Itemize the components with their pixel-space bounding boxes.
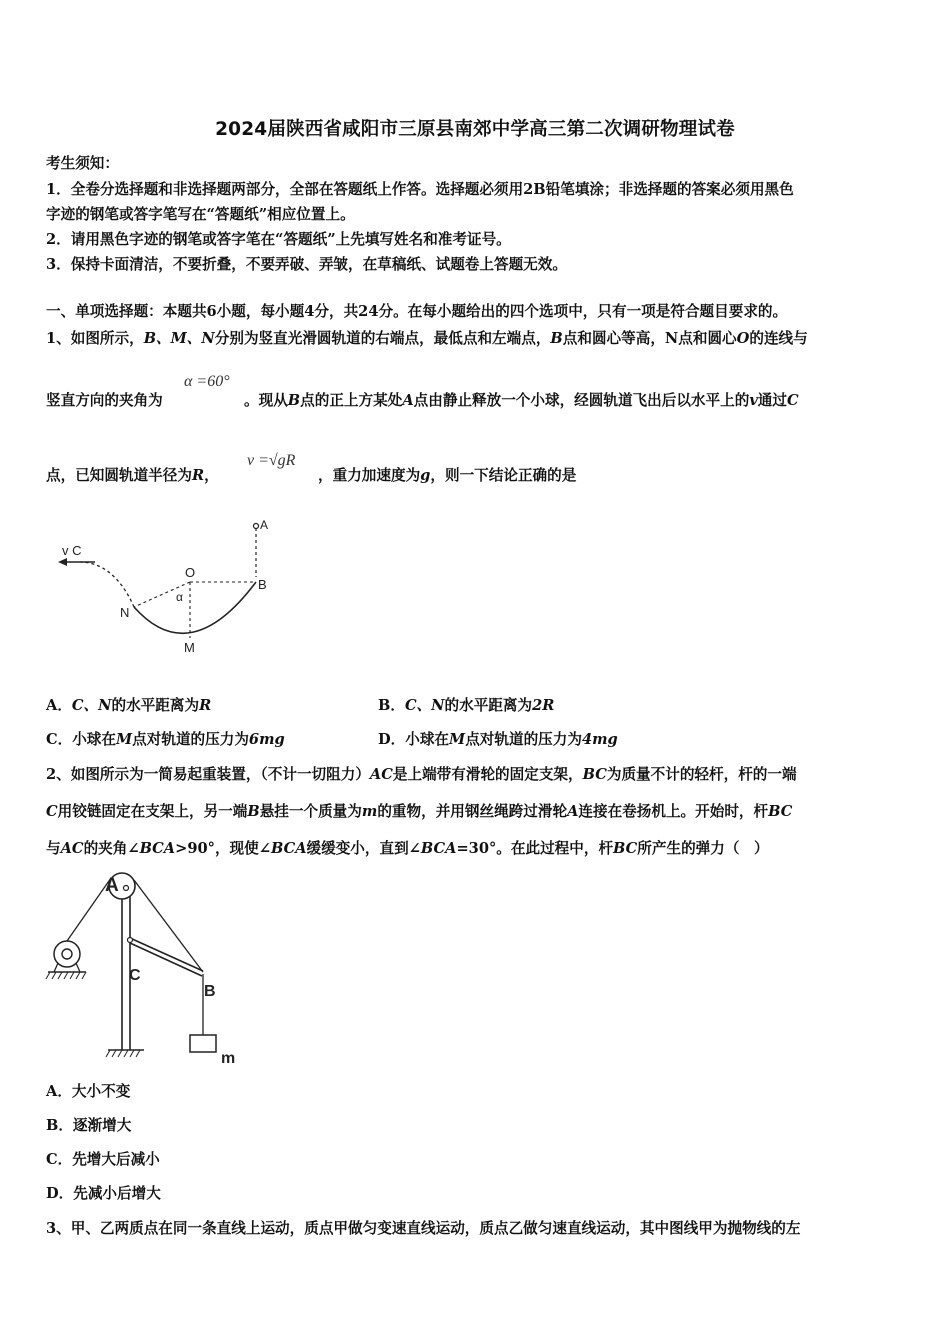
speed-formula: v =√gR [247,452,296,469]
q1-line-2: 竖直方向的夹角为 [46,392,163,409]
notice-item-2: 2．请用黑色字迹的钢笔或答字笔在“答题纸”上先填写姓名和准考证号。 [46,231,511,248]
label-c: C [129,967,141,984]
notice-item-1b: 字迹的钢笔或答字笔写在“答题纸”相应位置上。 [46,206,355,223]
label-vc: v C [62,543,82,558]
notice-item-1a: 1．全卷分选择题和非选择题两部分，全部在答题纸上作答。选择题必须用2B铅笔填涂；非选择题的答案必须用黑色 [46,181,794,198]
q1-line-1: 1、如图所示，B、M、N分别为竖直光滑圆轨道的右端点，最低点和左端点，B点和圆心等高，N点和圆心O的连线与 [46,330,808,347]
q1-option-d[interactable]: D．小球在M点对轨道的压力为4mg [378,731,618,748]
q2-option-b[interactable]: B．逐渐增大 [46,1117,132,1134]
q1-option-a[interactable]: A．C、N的水平距离为R [46,697,212,714]
arrow-head-icon [58,558,67,566]
notice-item-3: 3．保持卡面清洁，不要折叠，不要弄破、弄皱，在草稿纸、试题卷上答题无效。 [46,256,567,273]
rope-load [134,880,203,972]
ball-a-icon [254,524,259,529]
label-n: N [120,605,130,620]
trajectory-path [80,562,134,607]
q1-track-figure [50,515,280,660]
label-alpha: α [176,590,183,604]
q1-line-3: 点，已知圆轨道半径为R， [46,467,219,484]
label-a: A [105,875,119,896]
q3-line-1: 3、甲、乙两质点在同一条直线上运动，质点甲做匀变速直线运动，质点乙做匀速直线运动，其中图线甲为抛物线的左 [46,1220,801,1237]
q1-line-3b: ，重力加速度为g，则一下结论正确的是 [318,467,577,484]
label-o: O [185,565,196,580]
q2-line-1: 2、如图所示为一简易起重装置，（不计一切阻力）AC是上端带有滑轮的固定支架，BC为质量不计的轻杆，杆的一端 [46,766,797,783]
q1-line-2b: 。现从B点的正上方某处A点由静止释放一个小球，经圆轨道飞出后以水平上的v通过C [244,392,799,409]
rope-winch [67,878,111,941]
rod-bc [130,938,203,971]
label-m: m [221,1050,236,1067]
q2-crane-figure [44,868,254,1068]
q2-line-3: 与AC的夹角∠BCA>90°，现使∠BCA缓缓变小，直到∠BCA=30°。在此过程中，杆BC所产生的弹力（ ） [46,840,769,857]
page-title: 2024届陕西省咸阳市三原县南郊中学高三第二次调研物理试卷 [215,119,735,140]
q2-option-d[interactable]: D．先减小后增大 [46,1185,161,1202]
q2-option-c[interactable]: C．先增大后减小 [46,1151,160,1168]
hinge-c-icon [128,938,133,943]
q2-option-a[interactable]: A．大小不变 [46,1083,131,1100]
q2-line-2: C用铰链固定在支架上，另一端B悬挂一个质量为m的重物，并用钢丝绳跨过滑轮A连接在卷扬机上。开始时，杆BC [46,803,793,820]
q1-option-c[interactable]: C．小球在M点对轨道的压力为6mg [46,731,285,748]
notice-heading: 考生须知： [46,155,119,172]
weight-block [190,1035,216,1052]
label-b: B [204,983,216,1000]
q1-option-b[interactable]: B．C、N的水平距离为2R [378,697,555,714]
alpha-formula: α =60° [184,373,230,390]
label-b: B [258,577,267,592]
label-m: M [184,640,195,655]
section-heading: 一、单项选择题：本题共6小题，每小题4分，共24分。在每小题给出的四个选项中，只有一项是符合题目要求的。 [46,303,788,320]
label-a: A [260,518,269,532]
circular-track [134,582,256,633]
